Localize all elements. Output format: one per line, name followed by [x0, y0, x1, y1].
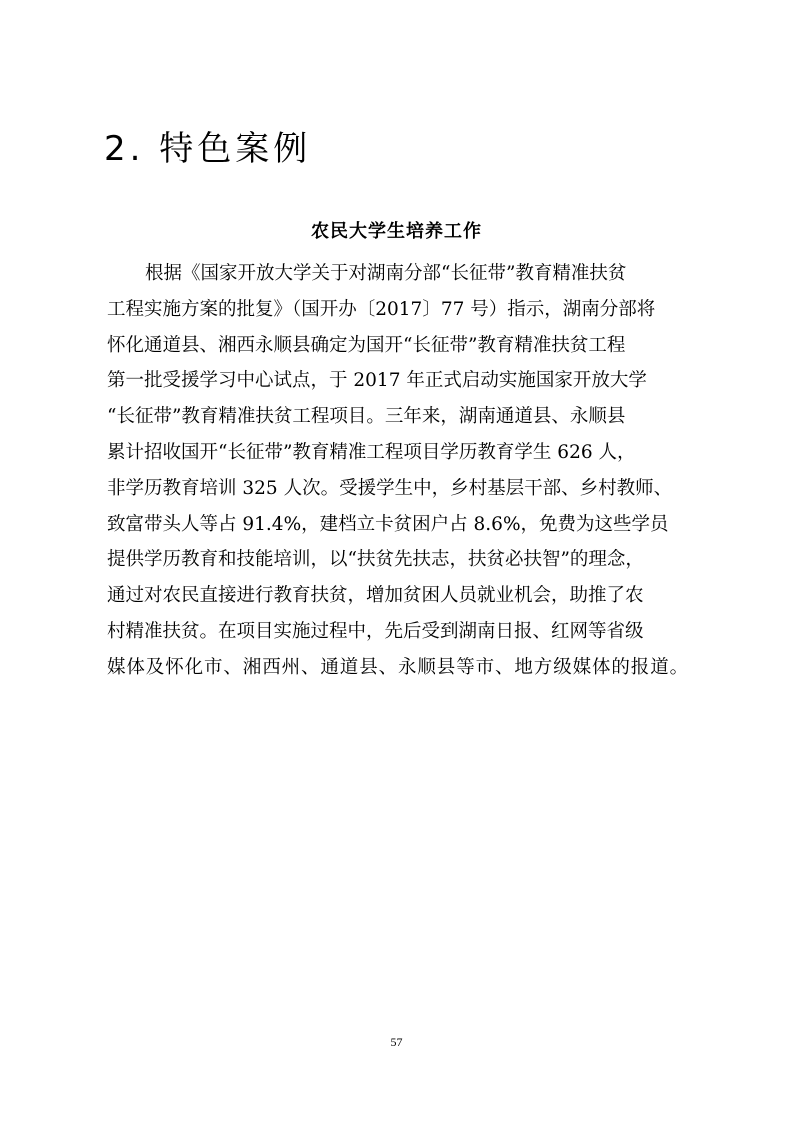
paragraph-line: 非学历教育培训 325 人次。受援学生中，乡村基层干部、乡村教师、	[107, 477, 673, 499]
paragraph-line: 第一批受援学习中心试点，于 2017 年正式启动实施国家开放大学	[107, 370, 647, 392]
page-number: 57	[390, 1035, 403, 1049]
paragraph-line: 累计招收国开“长征带”教育精准工程项目学历教育学生 626 人，	[107, 441, 636, 463]
paragraph-line: 媒体及怀化市、湘西州、通道县、永顺县等市、地方级媒体的报道。	[107, 656, 690, 678]
paragraph-line: 致富带头人等占 91.4%，建档立卡贫困户占 8.6%，免费为这些学员	[107, 513, 669, 535]
paragraph-line: 提供学历教育和技能培训，以“扶贫先扶志，扶贫必扶智”的理念，	[107, 549, 644, 571]
paragraph-line: “长征带”教育精准扶贫工程项目。三年来，湖南通道县、永顺县	[107, 406, 626, 428]
body-paragraph	[107, 256, 693, 686]
paragraph-line: 怀化通道县、湘西永顺县确定为国开“长征带”教育精准扶贫工程	[107, 334, 626, 356]
section-heading: 2. 特色案例	[104, 129, 312, 169]
article-title: 农民大学生培养工作	[311, 221, 482, 242]
paragraph-line: 通过对农民直接进行教育扶贫，增加贫困人员就业机会，助推了农	[107, 585, 644, 607]
paragraph-line: 工程实施方案的批复》（国开办〔2017〕77 号）指示，湖南分部将	[107, 298, 656, 320]
paragraph-line: 村精准扶贫。在项目实施过程中，先后受到湖南日报、红网等省级	[107, 620, 644, 642]
paragraph-line: 根据《国家开放大学关于对湖南分部“长征带”教育精准扶贫	[145, 263, 627, 284]
